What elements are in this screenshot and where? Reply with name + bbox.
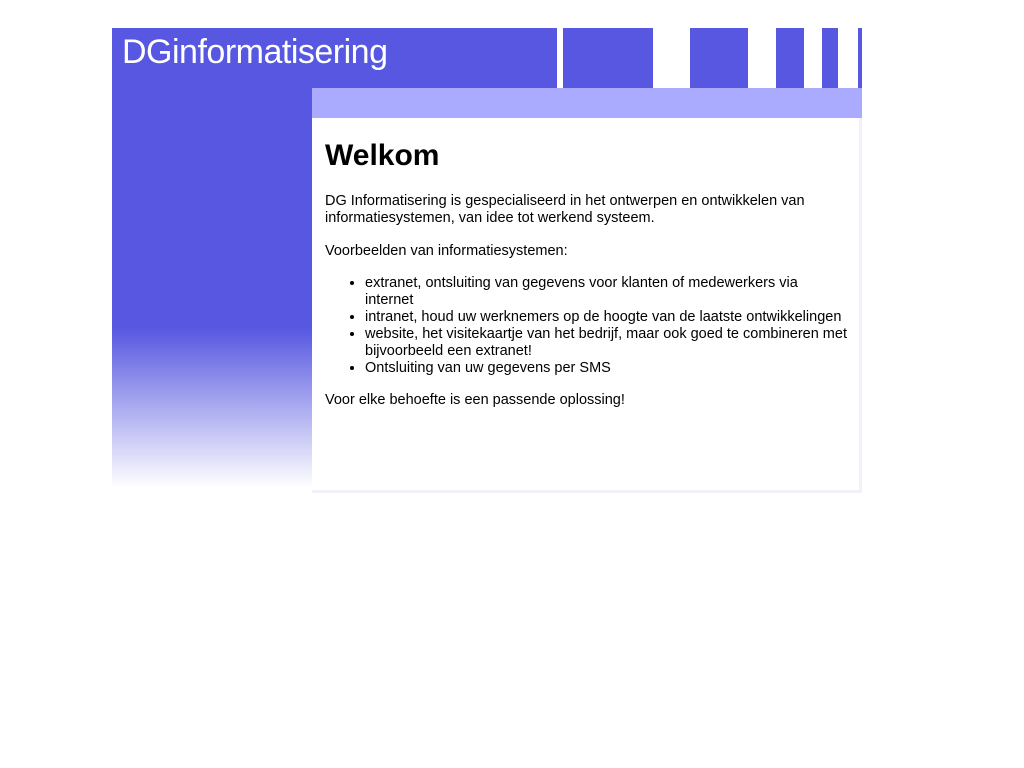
- header-decor-block: [563, 28, 653, 88]
- examples-list: [325, 275, 847, 377]
- header-banner: [112, 28, 557, 88]
- header-decor-block: [858, 28, 862, 88]
- sub-header-bar: [312, 88, 862, 118]
- intro-paragraph: DG Informatisering is gespecialiseerd in het ontwerpen en ontwikkelen van informatiesystemen, van idee tot werkend systeem.: [325, 193, 805, 226]
- header-decor-block: [690, 28, 748, 88]
- page: [112, 28, 864, 498]
- header-decor-block: [776, 28, 804, 88]
- list-item: • website, het visitekaartje van het bedrijf, maar ook goed te combineren met bijvoorbeeld een extranet!: [365, 326, 847, 360]
- list-item: • Ontsluiting van uw gegevens per SMS: [365, 360, 847, 377]
- site-title[interactable]: DGinformatisering: [122, 33, 388, 71]
- main-content: [312, 118, 862, 493]
- list-item: • extranet, ontsluiting van gegevens voor klanten of medewerkers via internet: [365, 275, 847, 309]
- list-item: • intranet, houd uw werknemers op de hoogte van de laatste ontwikkelingen: [365, 309, 847, 326]
- closing-paragraph: Voor elke behoefte is een passende oplossing!: [325, 392, 625, 408]
- sidebar-gradient: [112, 28, 312, 488]
- page-title: Welkom: [325, 139, 440, 172]
- examples-heading: Voorbeelden van informatiesystemen:: [325, 243, 568, 259]
- header-decor-block: [822, 28, 838, 88]
